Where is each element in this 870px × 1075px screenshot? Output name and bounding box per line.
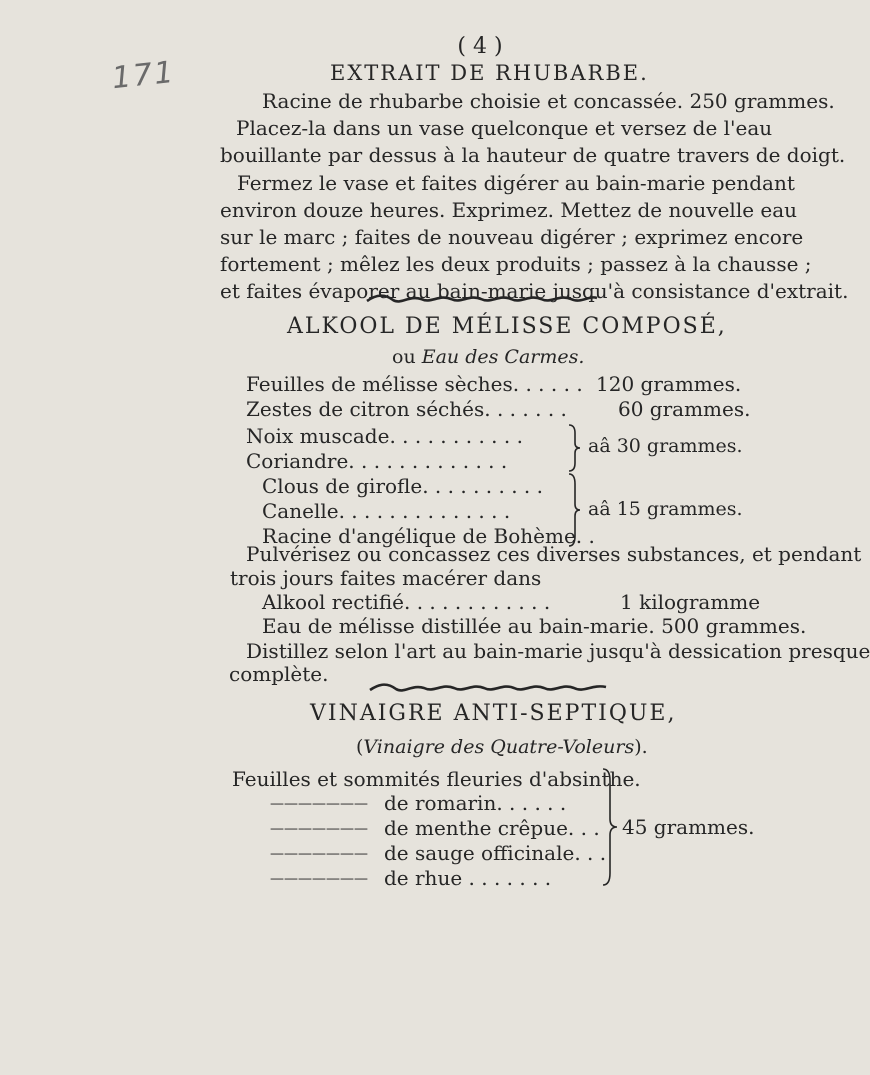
ditto-dash: ——————— <box>270 871 368 887</box>
body-line: Pulvérisez ou concassez ces diverses substances, et pendant <box>246 542 862 566</box>
brace-qty-3: 45 grammes. <box>622 815 755 839</box>
section-title-alkool: ALKOOL DE MÉLISSE COMPOSÉ, <box>287 314 727 339</box>
ingredient-name: Racine d'angélique de Bohème. . <box>262 524 595 548</box>
body-line: Distillez selon l'art au bain-marie jusqu'à dessication presque <box>246 639 870 663</box>
ingredient-name: de romarin. . . . . . <box>384 791 567 815</box>
ditto-dash: ——————— <box>270 846 368 862</box>
body-line: Racine de rhubarbe choisie et concassée. 250 grammes. <box>262 89 835 113</box>
ingredient-name: Coriandre. . . . . . . . . . . . . <box>246 449 508 473</box>
ingredient-name: Feuilles de mélisse sèches. . . . . . <box>246 372 583 396</box>
body-line: et faites évaporer au bain-marie jusqu'à consistance d'extrait. <box>220 279 849 303</box>
margin-note: 171 <box>110 54 177 97</box>
brace-bracket <box>566 472 582 548</box>
subtitle-italic: Vinaigre des Quatre-Voleurs <box>363 736 635 758</box>
ingredient-name: Noix muscade. . . . . . . . . . . <box>246 424 523 448</box>
body-line: Eau de mélisse distillée au bain-marie. 500 grammes. <box>262 614 807 638</box>
section-title-vinaigre: VINAIGRE ANTI-SEPTIQUE, <box>310 701 677 726</box>
ingredient-name: de sauge officinale. . . <box>384 841 607 865</box>
body-line: environ douze heures. Exprimez. Mettez de nouvelle eau <box>220 198 798 222</box>
section-title-rhubarbe: EXTRAIT DE RHUBARBE. <box>330 61 649 85</box>
brace-qty-2: aâ 15 grammes. <box>588 498 743 520</box>
ornament-divider <box>368 681 608 695</box>
ingredient-name: Zestes de citron séchés. . . . . . . <box>246 397 567 421</box>
brace-bracket <box>566 423 582 473</box>
body-line: Placez-la dans un vase quelconque et versez de l'eau <box>236 116 773 140</box>
ingredient-qty: 1 kilogramme <box>620 590 761 614</box>
page-number: ( 4 ) <box>457 34 503 59</box>
subtitle-italic: Eau des Carmes. <box>421 346 585 368</box>
ingredient-name: Clous de girofle. . . . . . . . . . <box>262 474 544 498</box>
ingredient-qty: 120 grammes. <box>596 372 742 396</box>
ingredient-name: de rhue . . . . . . . <box>384 866 552 890</box>
brace-qty-1: aâ 30 grammes. <box>588 435 743 457</box>
ingredient-name: Feuilles et sommités fleuries d'absinthe. <box>232 767 641 791</box>
body-line: sur le marc ; faites de nouveau digérer ; exprimez encore <box>220 225 804 249</box>
body-line: Fermez le vase et faites digérer au bain-marie pendant <box>237 171 795 195</box>
subtitle-prefix: ( <box>356 736 364 758</box>
subtitle-suffix: ). <box>634 736 648 758</box>
brace-bracket <box>600 767 620 887</box>
ditto-dash: ——————— <box>270 796 368 812</box>
body-line: trois jours faites macérer dans <box>230 566 542 590</box>
body-line: complète. <box>229 662 329 686</box>
subtitle-prefix: ou <box>392 346 416 368</box>
ditto-dash: ——————— <box>270 821 368 837</box>
section-subtitle <box>392 345 584 369</box>
body-line: fortement ; mêlez les deux produits ; passez à la chausse ; <box>220 252 812 276</box>
ingredient-name: Canelle. . . . . . . . . . . . . . <box>262 499 511 523</box>
ornament-divider <box>365 292 599 306</box>
section-subtitle <box>356 735 648 759</box>
ingredient-name: de menthe crêpue. . . <box>384 816 600 840</box>
ingredient-qty: 60 grammes. <box>618 397 751 421</box>
ingredient-name: Alkool rectifié. . . . . . . . . . . . <box>262 590 551 614</box>
body-line: bouillante par dessus à la hauteur de quatre travers de doigt. <box>220 143 846 167</box>
